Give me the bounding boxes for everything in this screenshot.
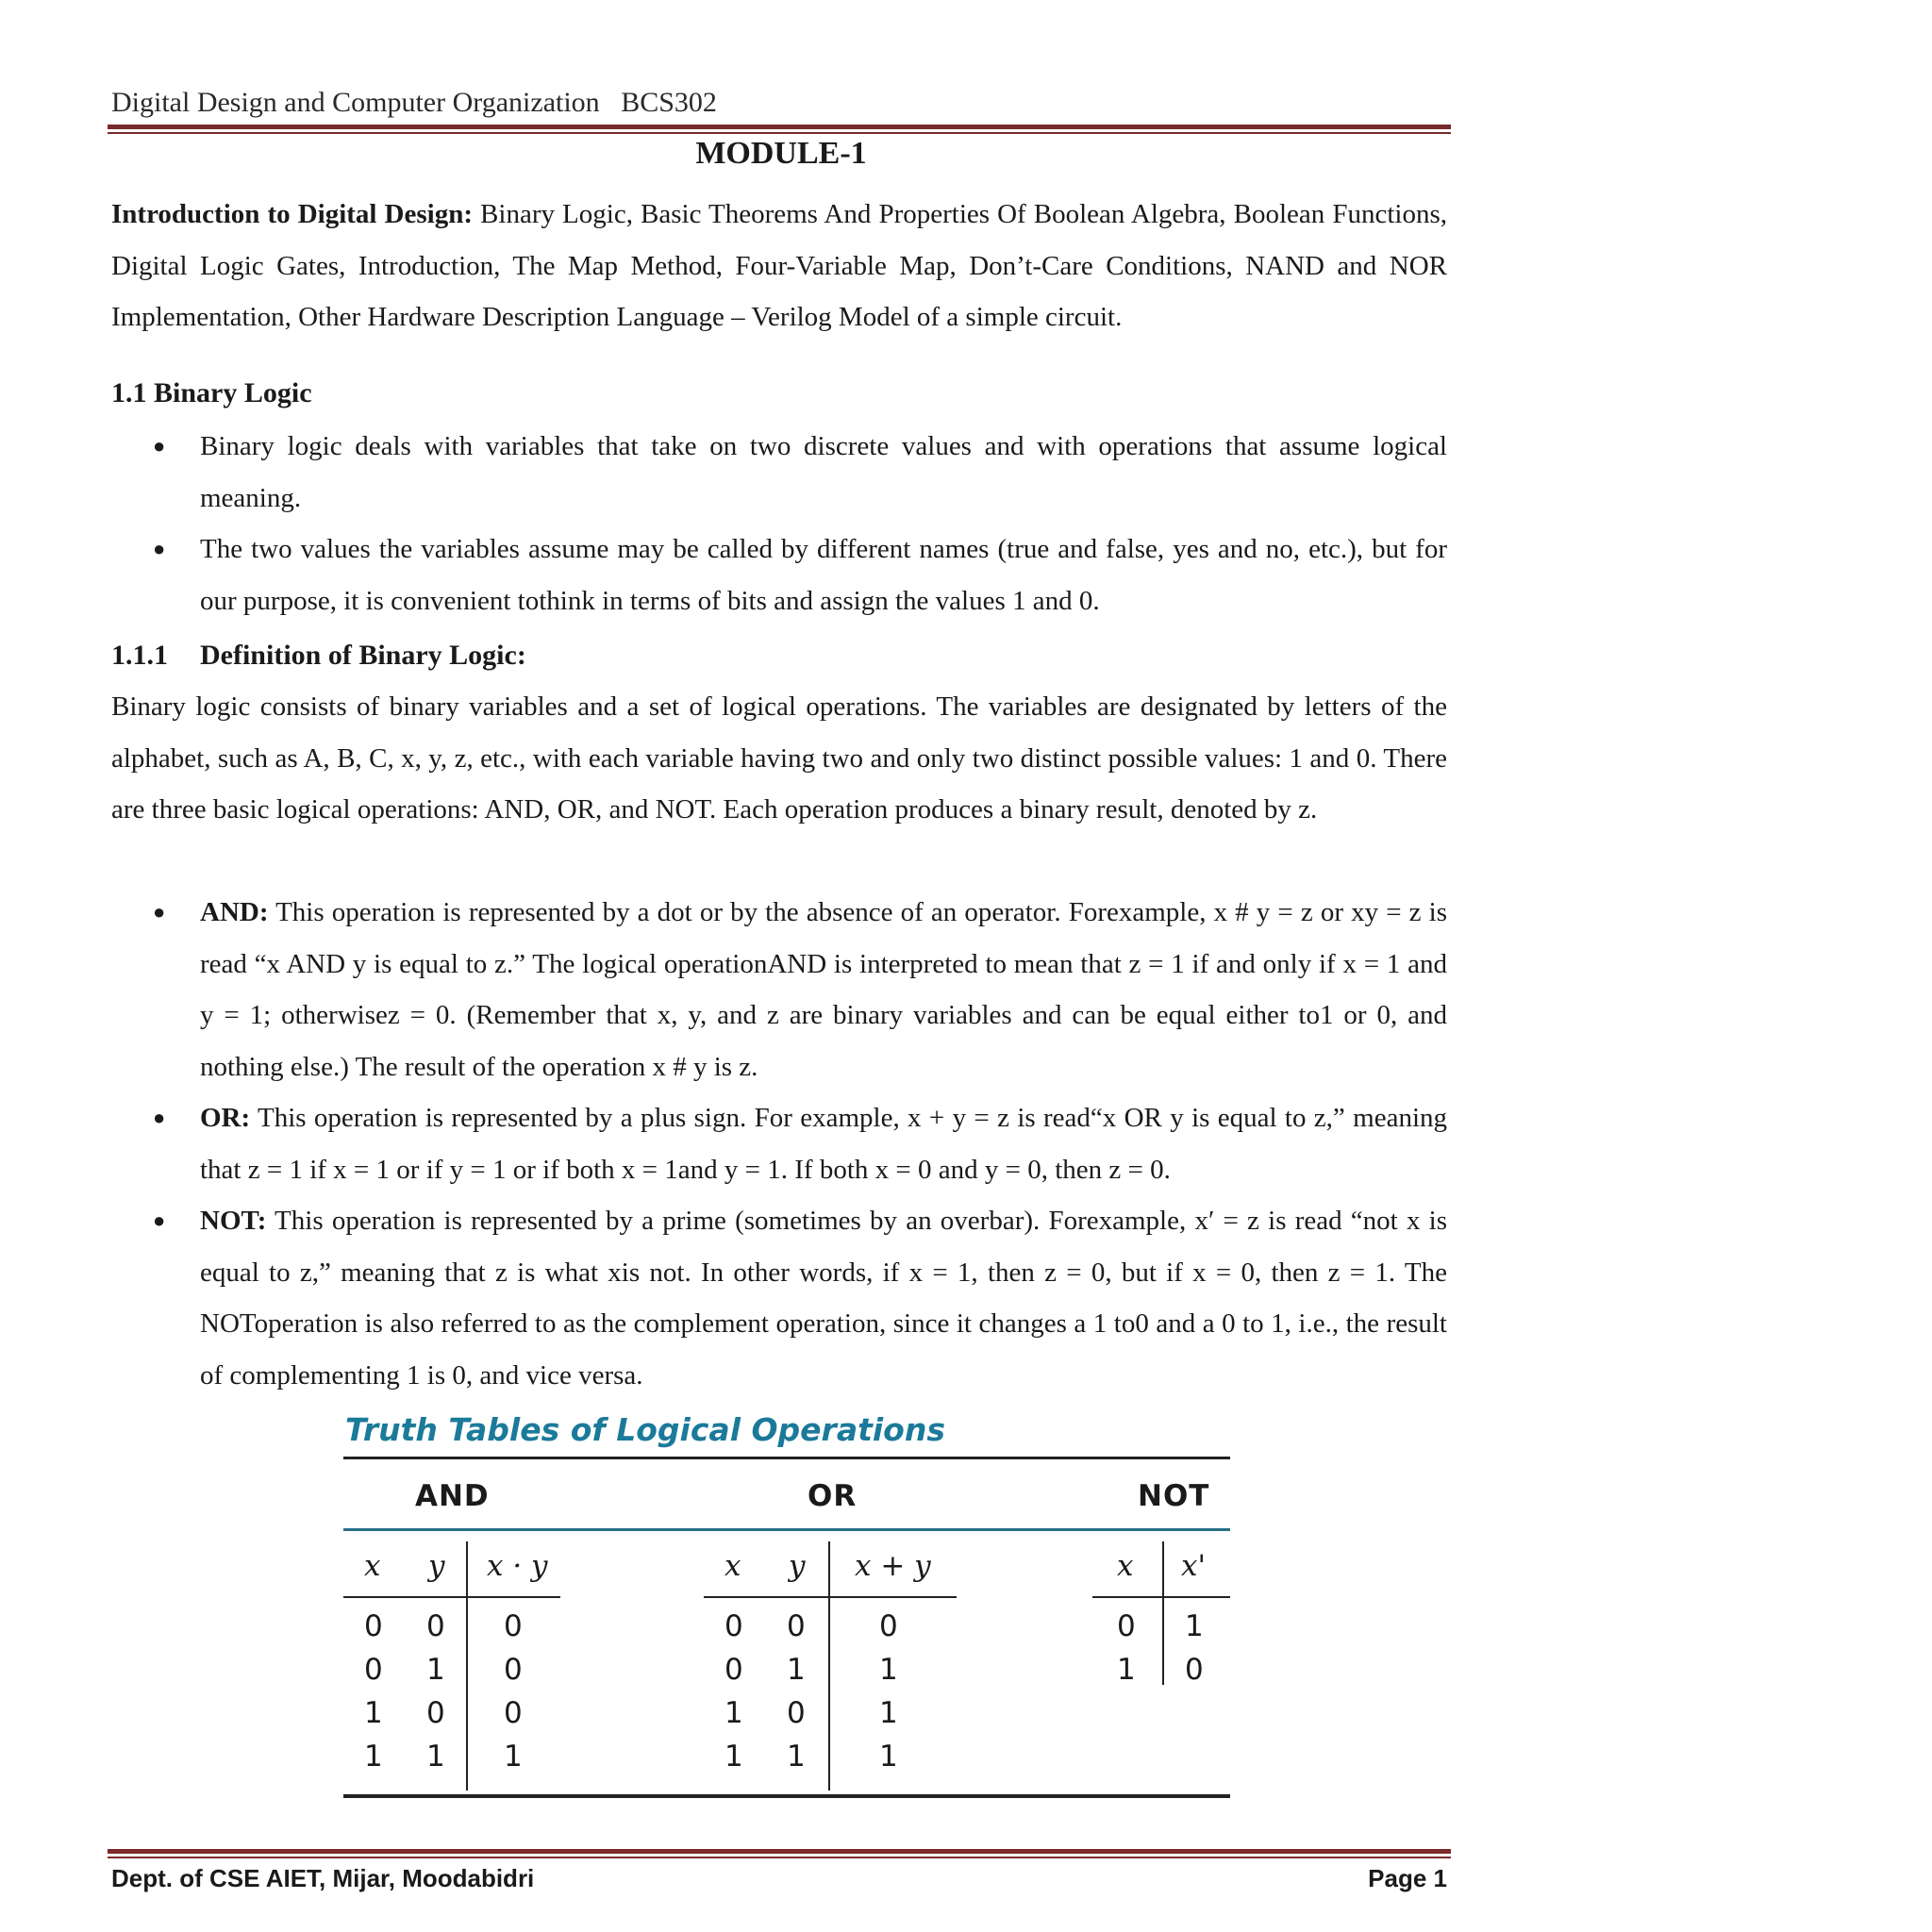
running-header bbox=[111, 87, 717, 119]
column-divider bbox=[466, 1541, 468, 1790]
footer-rule-thin bbox=[108, 1857, 1451, 1858]
truth-tables-figure bbox=[343, 1411, 1230, 1807]
bullet-icon: ● bbox=[153, 1106, 166, 1129]
figure-title: Truth Tables of Logical Operations bbox=[345, 1411, 945, 1448]
page-number: Page 1 bbox=[1368, 1864, 1447, 1892]
intro-paragraph bbox=[111, 189, 1447, 343]
list-item-and: ● AND: This operation is represented by a dot or by the absence of an operator. Forexample, x # y = z or xy = z is read “x AND y is equal to z.” The logical operationAND is interpreted to mean that z = 1 if and only if x = 1 and y = 1; otherwisez = 0. (Remember that x, y, and z are binary variables and can be equal either to1 or 0, and nothing else.) The result of the operation x # y is z. bbox=[111, 887, 1447, 1092]
footer-rule bbox=[108, 1849, 1451, 1854]
table-cell: 0 bbox=[1117, 1609, 1136, 1643]
table-cell: 1 bbox=[364, 1740, 383, 1774]
section-number: 1.1.1 bbox=[111, 640, 168, 671]
table-cell: 1 bbox=[724, 1696, 743, 1730]
list-item-not: ● NOT: This operation is represented by a prime (sometimes by an overbar). Forexample, x′ = z is read “not x is equal to z,” meaning that z is what xis not. In other words, if x = 1, then z = 0, but if x = 0, then z = 1. The NOToperation is also referred to as the complement operation, since it changes a 1 to0 and a 0 to 1, i.e., the result of complementing 1 is 0, and vice versa. bbox=[111, 1195, 1447, 1401]
table-cell: 1 bbox=[426, 1653, 445, 1687]
table-cell: 0 bbox=[879, 1609, 898, 1643]
operation-label: NOT: bbox=[200, 1206, 267, 1236]
header-rule bbox=[108, 125, 1451, 129]
binary-logic-bullets bbox=[111, 421, 1447, 626]
operation-label: AND: bbox=[200, 897, 269, 927]
figure-top-rule bbox=[343, 1457, 1230, 1459]
list-item: ● The two values the variables assume may be called by different names (true and false, yes and no, etc.), but for our purpose, it is convenient tothink in terms of bits and assign the values 1 and 0. bbox=[111, 524, 1447, 626]
table-cell: 1 bbox=[787, 1740, 806, 1774]
table-cell: 0 bbox=[364, 1609, 383, 1643]
operation-label: OR: bbox=[200, 1103, 251, 1133]
table-cell: 0 bbox=[504, 1609, 523, 1643]
operations-bullets bbox=[111, 887, 1447, 1401]
header-rule bbox=[1092, 1596, 1230, 1598]
intro-label: Introduction to Digital Design: bbox=[111, 199, 473, 229]
course-title: Digital Design and Computer Organization bbox=[111, 87, 600, 118]
table-cell: 1 bbox=[787, 1653, 806, 1687]
table-cell: 0 bbox=[787, 1696, 806, 1730]
figure-heading-rule bbox=[343, 1528, 1230, 1531]
module-title: MODULE-1 bbox=[695, 136, 867, 171]
and-heading: AND bbox=[415, 1479, 490, 1513]
figure-bottom-rule bbox=[343, 1794, 1230, 1798]
table-cell: 1 bbox=[724, 1740, 743, 1774]
table-cell: 0 bbox=[426, 1696, 445, 1730]
header-rule bbox=[704, 1596, 957, 1598]
footer-department: Dept. of CSE AIET, Mijar, Moodabidri bbox=[111, 1864, 535, 1892]
table-cell: 0 bbox=[504, 1696, 523, 1730]
column-header: x · y bbox=[487, 1549, 548, 1583]
table-cell: 0 bbox=[724, 1609, 743, 1643]
list-item-or: ● OR: This operation is represented by a plus sign. For example, x + y = z is read“x OR y is equal to z,” meaning that z = 1 if x = 1 or if y = 1 or if both x = 1and y = 1. If both x = 0 and y = 0, then z = 0. bbox=[111, 1092, 1447, 1195]
section-heading-1-1: 1.1 Binary Logic bbox=[111, 377, 312, 408]
column-divider bbox=[828, 1541, 830, 1790]
column-divider bbox=[1162, 1541, 1164, 1685]
table-cell: 1 bbox=[1185, 1609, 1204, 1643]
bullet-icon: ● bbox=[153, 434, 166, 458]
not-heading: NOT bbox=[1138, 1479, 1210, 1513]
table-cell: 1 bbox=[504, 1740, 523, 1774]
section-title: Definition of Binary Logic: bbox=[200, 640, 526, 671]
column-header: y bbox=[428, 1549, 445, 1583]
course-code: BCS302 bbox=[621, 87, 717, 118]
table-cell: 1 bbox=[426, 1740, 445, 1774]
column-header: x bbox=[724, 1549, 741, 1583]
table-cell: 1 bbox=[879, 1696, 898, 1730]
table-cell: 0 bbox=[724, 1653, 743, 1687]
table-cell: 0 bbox=[1185, 1653, 1204, 1687]
table-cell: 1 bbox=[1117, 1653, 1136, 1687]
column-header: x + y bbox=[855, 1549, 931, 1583]
bullet-icon: ● bbox=[153, 537, 166, 560]
column-header: y bbox=[789, 1549, 806, 1583]
section-heading-1-1-1 bbox=[111, 640, 526, 672]
column-header: x bbox=[1117, 1549, 1134, 1583]
table-cell: 0 bbox=[504, 1653, 523, 1687]
table-cell: 1 bbox=[364, 1696, 383, 1730]
definition-paragraph: Binary logic consists of binary variables and a set of logical operations. The variables are designated by letters of the alphabet, such as A, B, C, x, y, z, etc., with each variable having two and only two distinct possible values: 1 and 0. There are three basic logical operations: AND, OR, and NOT. Each operation produces a binary result, denoted by z. bbox=[111, 691, 1447, 824]
bullet-icon: ● bbox=[153, 900, 166, 924]
list-item: ● Binary logic deals with variables that take on two discrete values and with operations that assume logical meaning. bbox=[111, 421, 1447, 524]
or-heading: OR bbox=[808, 1479, 858, 1513]
document-page bbox=[111, 0, 1451, 1932]
bullet-icon: ● bbox=[153, 1208, 166, 1232]
header-rule-thin bbox=[108, 132, 1451, 134]
table-cell: 1 bbox=[879, 1740, 898, 1774]
column-header: x' bbox=[1181, 1549, 1207, 1583]
column-header: x bbox=[364, 1549, 381, 1583]
intro-text: Binary Logic, Basic Theorems And Properties Of Boolean Algebra, Boolean Functions, Digital Logic Gates, Introduction, The Map Method, Four-Variable Map, Don’t-Care Conditions, NAND and NOR Implementation, Other Hardware Description Language – Verilog Model of a simple circuit. bbox=[111, 199, 1447, 332]
table-cell: 0 bbox=[426, 1609, 445, 1643]
table-cell: 0 bbox=[364, 1653, 383, 1687]
table-cell: 1 bbox=[879, 1653, 898, 1687]
table-cell: 0 bbox=[787, 1609, 806, 1643]
header-rule bbox=[343, 1596, 560, 1598]
